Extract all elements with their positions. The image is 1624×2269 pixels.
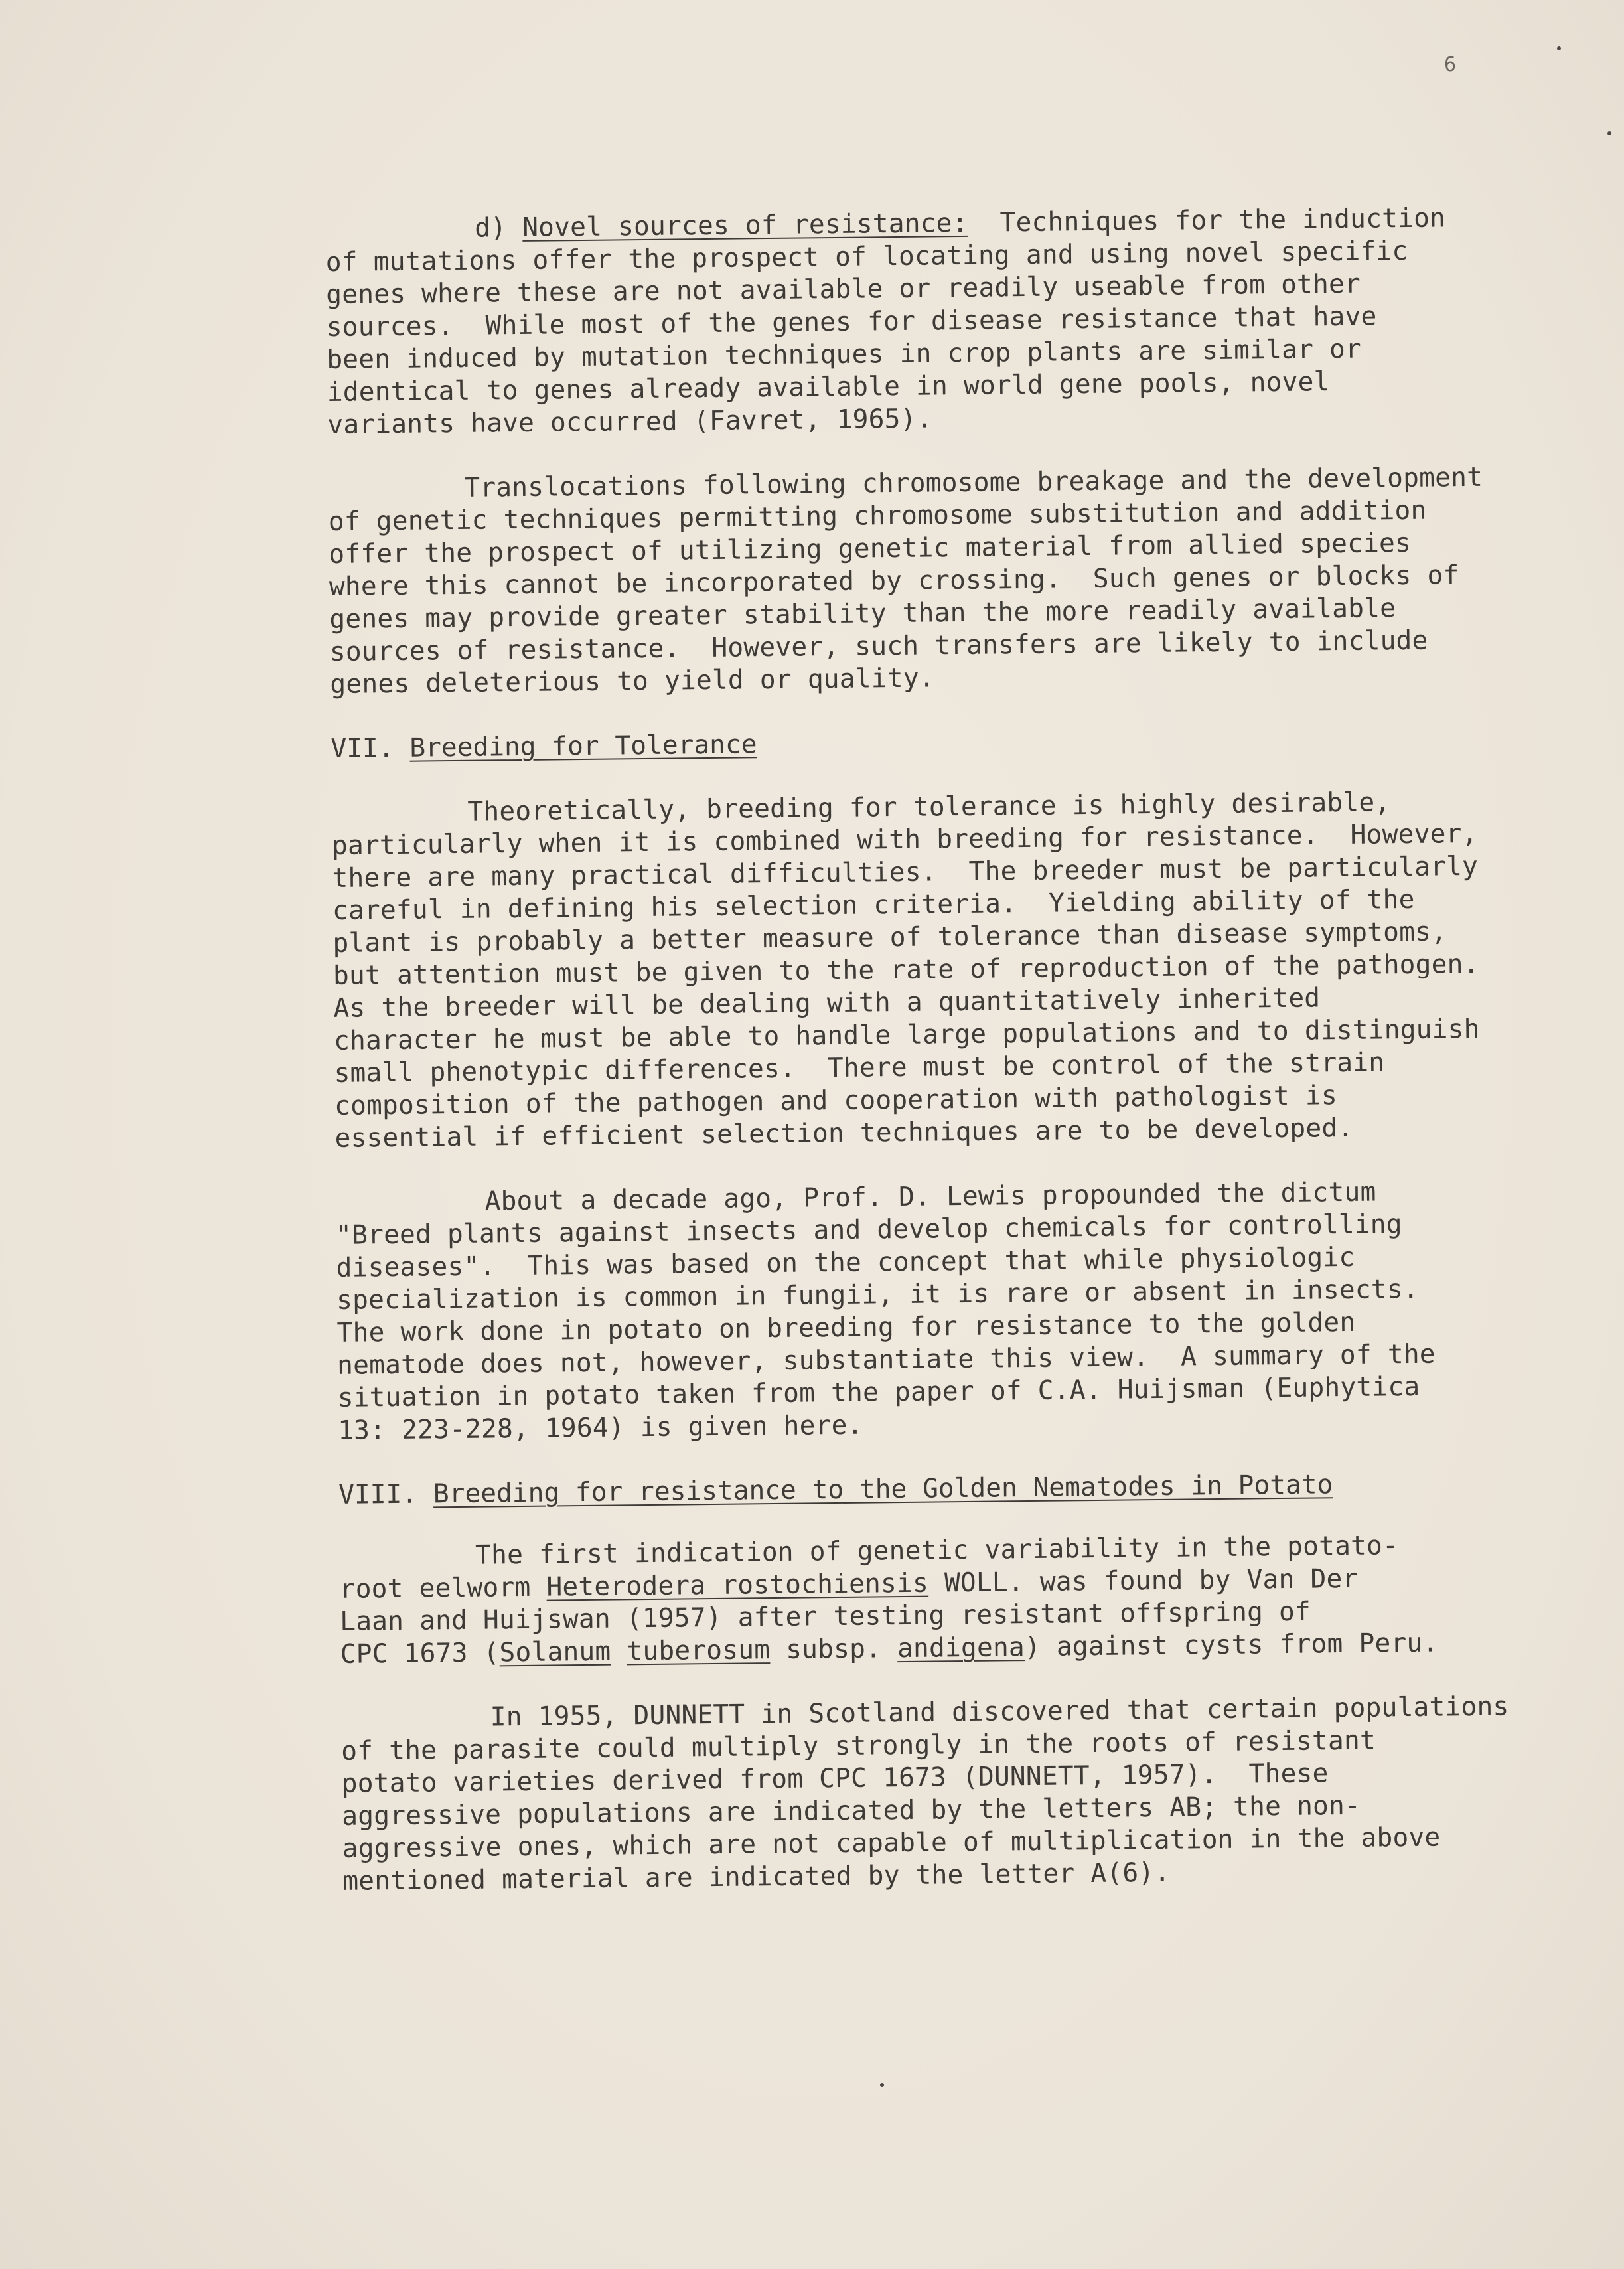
- page-body: [325, 201, 1557, 1898]
- paragraph-line: nematode does not, however, substantiate this view. A summary of the: [336, 1338, 1436, 1381]
- paragraph-text: The first indication of genetic variability in the potato-: [475, 1530, 1399, 1571]
- paragraph-line: offer the prospect of utilizing genetic material from allied species: [329, 527, 1412, 570]
- section-translocations: [328, 461, 1544, 701]
- section-lewis-dictum: [335, 1174, 1552, 1447]
- paper-speck: [1557, 46, 1561, 50]
- paragraph-text: WOLL. was found by Van Der: [928, 1563, 1359, 1599]
- paragraph-line: Laan and Huijswan (1957) after testing resistant offspring of: [339, 1596, 1311, 1637]
- paragraph-line: potato varieties derived from CPC 1673 (DUNNETT, 1957). These: [341, 1758, 1329, 1799]
- paragraph-text: Translocations following chromosome breakage and the development: [464, 461, 1483, 503]
- paragraph-line: there are many practical difficulties. The breeder must be particularly: [332, 850, 1479, 894]
- paragraph-text: Techniques for the induction: [968, 202, 1446, 238]
- paragraph-text: root eelworm: [339, 1571, 547, 1604]
- paragraph-line: As the breeder will be dealing with a quantitatively inherited: [333, 982, 1321, 1024]
- paragraph-line: plant is probably a better measure of tolerance than disease symptoms,: [332, 916, 1447, 959]
- paragraph-line: of genetic techniques permitting chromosome substitution and addition: [328, 495, 1427, 537]
- species-name: Heterodera rostochiensis: [546, 1567, 929, 1603]
- paragraph-line: The work done in potato on breeding for resistance to the golden: [336, 1306, 1356, 1348]
- paragraph-line: identical to genes already available in world gene pools, novel: [327, 366, 1330, 408]
- paragraph-line: composition of the pathogen and cooperation with pathologist is: [334, 1080, 1338, 1121]
- subspecies-name: andigena: [897, 1632, 1025, 1664]
- section-novel-sources: [325, 201, 1542, 441]
- paragraph-line: of the parasite could multiply strongly in the roots of resistant: [341, 1725, 1376, 1766]
- paragraph-text: ) against cysts from Peru.: [1024, 1627, 1439, 1663]
- heading-number: VIII.: [338, 1478, 434, 1510]
- species-name: tuberosum: [627, 1634, 771, 1667]
- paragraph-line: specialization is common in fungii, it is rare or absent in insects.: [336, 1273, 1420, 1316]
- heading-title: Breeding for resistance to the Golden Nematodes in Potato: [433, 1469, 1333, 1510]
- paragraph-line: been induced by mutation techniques in crop plants are similar or: [327, 333, 1362, 375]
- section-lead: d): [474, 212, 523, 244]
- paragraph-text: subsp.: [769, 1633, 898, 1666]
- section-tolerance: [331, 785, 1550, 1155]
- paragraph-line: variants have occurred (Favret, 1965).: [327, 403, 932, 440]
- section-golden-nematode: [339, 1528, 1558, 1898]
- paragraph-line: sources of resistance. However, such transfers are likely to include: [329, 625, 1428, 667]
- heading-title: Breeding for Tolerance: [409, 729, 757, 763]
- paragraph-line: genes may provide greater stability than the more readily available: [329, 593, 1396, 635]
- section-title: Novel sources of resistance:: [522, 207, 968, 243]
- paragraph-line: small phenotypic differences. There must be control of the strain: [334, 1047, 1385, 1089]
- paragraph-line: sources. While most of the genes for disease resistance that have: [326, 301, 1377, 343]
- paragraph-line: of mutations offer the prospect of locating and using novel specific: [325, 235, 1408, 277]
- genus-name: Solanum: [499, 1636, 611, 1668]
- paragraph-line: essential if efficient selection techniques are to be developed.: [334, 1112, 1354, 1154]
- paragraph-line: genes where these are not available or readily useable from other: [326, 268, 1361, 310]
- paragraph-line: "Breed plants against insects and develop chemicals for controlling: [335, 1209, 1403, 1251]
- paper-speck: [1607, 131, 1611, 135]
- paragraph-line: aggressive populations are indicated by the letters AB; the non-: [342, 1790, 1361, 1832]
- page-number: 6: [1444, 53, 1457, 76]
- paragraph-text: About a decade ago, Prof. D. Lewis propounded the dictum: [484, 1176, 1376, 1217]
- paragraph-line: genes deleterious to yield or quality.: [330, 663, 935, 700]
- paragraph-text: Theoretically, breeding for tolerance is highly desirable,: [467, 787, 1391, 827]
- paragraph-line: diseases". This was based on the concept that while physiologic: [336, 1241, 1355, 1283]
- paragraph-line: character he must be able to handle large populations and to distinguish: [333, 1013, 1480, 1056]
- paragraph-line: where this cannot be incorporated by crossing. Such genes or blocks of: [329, 560, 1459, 602]
- paragraph-text: In 1955, DUNNETT in Scotland discovered that certain populations: [490, 1691, 1509, 1733]
- paragraph-line: situation in potato taken from the paper of C.A. Huijsman (Euphytica: [337, 1371, 1420, 1413]
- heading-number: VII.: [331, 732, 410, 764]
- paragraph-line: aggressive ones, which are not capable of multiplication in the above: [342, 1822, 1441, 1864]
- paragraph-line: but attention must be given to the rate of reproduction of the pathogen.: [332, 948, 1479, 991]
- paper-speck: [880, 2083, 884, 2087]
- paragraph-line: 13: 223-228, 1964) is given here.: [337, 1409, 863, 1446]
- paragraph-line: mentioned material are indicated by the letter A(6).: [342, 1857, 1171, 1897]
- paragraph-line: particularly when it is combined with breeding for resistance. However,: [331, 818, 1478, 861]
- paragraph-text: CPC 1673 (: [340, 1637, 500, 1670]
- paragraph-line: careful in defining his selection criteria. Yielding ability of the: [332, 884, 1415, 926]
